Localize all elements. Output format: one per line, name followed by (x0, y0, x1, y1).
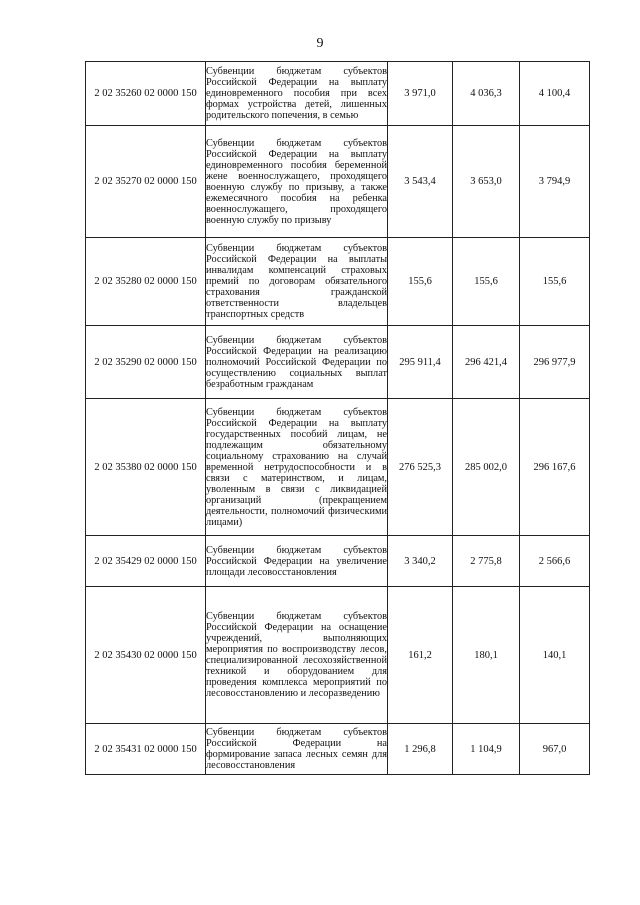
description-cell: Субвенции бюджетам субъектов Российской Федерации на формирование запаса лесных семян для лесовосстановления (206, 724, 388, 775)
table-row (86, 238, 590, 326)
value-year-3-cell: 2 566,6 (520, 536, 590, 587)
value-year-2-cell: 1 104,9 (453, 724, 520, 775)
budget-code-cell: 2 02 35430 02 0000 150 (86, 587, 206, 724)
budget-code-cell: 2 02 35270 02 0000 150 (86, 126, 206, 238)
description-cell: Субвенции бюджетам субъектов Российской Федерации на реализацию полномочий Российской Федерации по осуществлению социальных выплат безработным гражданам (206, 326, 388, 399)
budget-code-cell: 2 02 35260 02 0000 150 (86, 62, 206, 126)
table-row (86, 126, 590, 238)
value-year-3-cell: 967,0 (520, 724, 590, 775)
value-year-1-cell: 161,2 (388, 587, 453, 724)
budget-code-cell: 2 02 35380 02 0000 150 (86, 399, 206, 536)
value-year-2-cell: 4 036,3 (453, 62, 520, 126)
value-year-1-cell: 3 971,0 (388, 62, 453, 126)
value-year-2-cell: 296 421,4 (453, 326, 520, 399)
subvention-table (85, 61, 590, 775)
value-year-1-cell: 1 296,8 (388, 724, 453, 775)
value-year-3-cell: 140,1 (520, 587, 590, 724)
table-row (86, 587, 590, 724)
budget-code-cell: 2 02 35280 02 0000 150 (86, 238, 206, 326)
budget-code-cell: 2 02 35290 02 0000 150 (86, 326, 206, 399)
table-row (86, 399, 590, 536)
value-year-1-cell: 295 911,4 (388, 326, 453, 399)
value-year-2-cell: 285 002,0 (453, 399, 520, 536)
description-cell: Субвенции бюджетам субъектов Российской Федерации на выплаты инвалидам компенсаций страховых премий по договорам обязательного страхования гражданской ответственности владельцев транспортных средств (206, 238, 388, 326)
table-row (86, 326, 590, 399)
description-cell: Субвенции бюджетам субъектов Российской Федерации на выплату государственных пособий лицам, не подлежащим обязательному социальному страхованию на случай временной нетрудоспособности и в связи с материнством, и лицам, уволенным в связи с ликвидацией организаций (прекращением деятельности, полномочий физическими лицами) (206, 399, 388, 536)
value-year-1-cell: 155,6 (388, 238, 453, 326)
description-cell: Субвенции бюджетам субъектов Российской Федерации на оснащение учреждений, выполняющих мероприятия по воспроизводству лесов, специализированной лесохозяйственной техникой и оборудованием для проведения комплекса мероприятий по лесовосстановлению и лесоразведению (206, 587, 388, 724)
description-cell: Субвенции бюджетам субъектов Российской Федерации на увеличение площади лесовосстановления (206, 536, 388, 587)
value-year-2-cell: 180,1 (453, 587, 520, 724)
value-year-3-cell: 155,6 (520, 238, 590, 326)
page-number: 9 (316, 36, 324, 51)
value-year-1-cell: 3 543,4 (388, 126, 453, 238)
description-cell: Субвенции бюджетам субъектов Российской Федерации на выплату единовременного пособия при всех формах устройства детей, лишенных родительского попечения, в семью (206, 62, 388, 126)
budget-code-cell: 2 02 35429 02 0000 150 (86, 536, 206, 587)
value-year-3-cell: 4 100,4 (520, 62, 590, 126)
value-year-2-cell: 155,6 (453, 238, 520, 326)
table-row (86, 536, 590, 587)
value-year-1-cell: 276 525,3 (388, 399, 453, 536)
value-year-2-cell: 2 775,8 (453, 536, 520, 587)
description-cell: Субвенции бюджетам субъектов Российской Федерации на выплату единовременного пособия беременной жене военнослужащего, проходящего военную службу по призыву, а также ежемесячного пособия на ребенка военнослужащего, проходящего военную службу по призыву (206, 126, 388, 238)
value-year-2-cell: 3 653,0 (453, 126, 520, 238)
table-row (86, 62, 590, 126)
value-year-3-cell: 296 977,9 (520, 326, 590, 399)
value-year-1-cell: 3 340,2 (388, 536, 453, 587)
value-year-3-cell: 296 167,6 (520, 399, 590, 536)
budget-code-cell: 2 02 35431 02 0000 150 (86, 724, 206, 775)
table-row (86, 724, 590, 775)
value-year-3-cell: 3 794,9 (520, 126, 590, 238)
